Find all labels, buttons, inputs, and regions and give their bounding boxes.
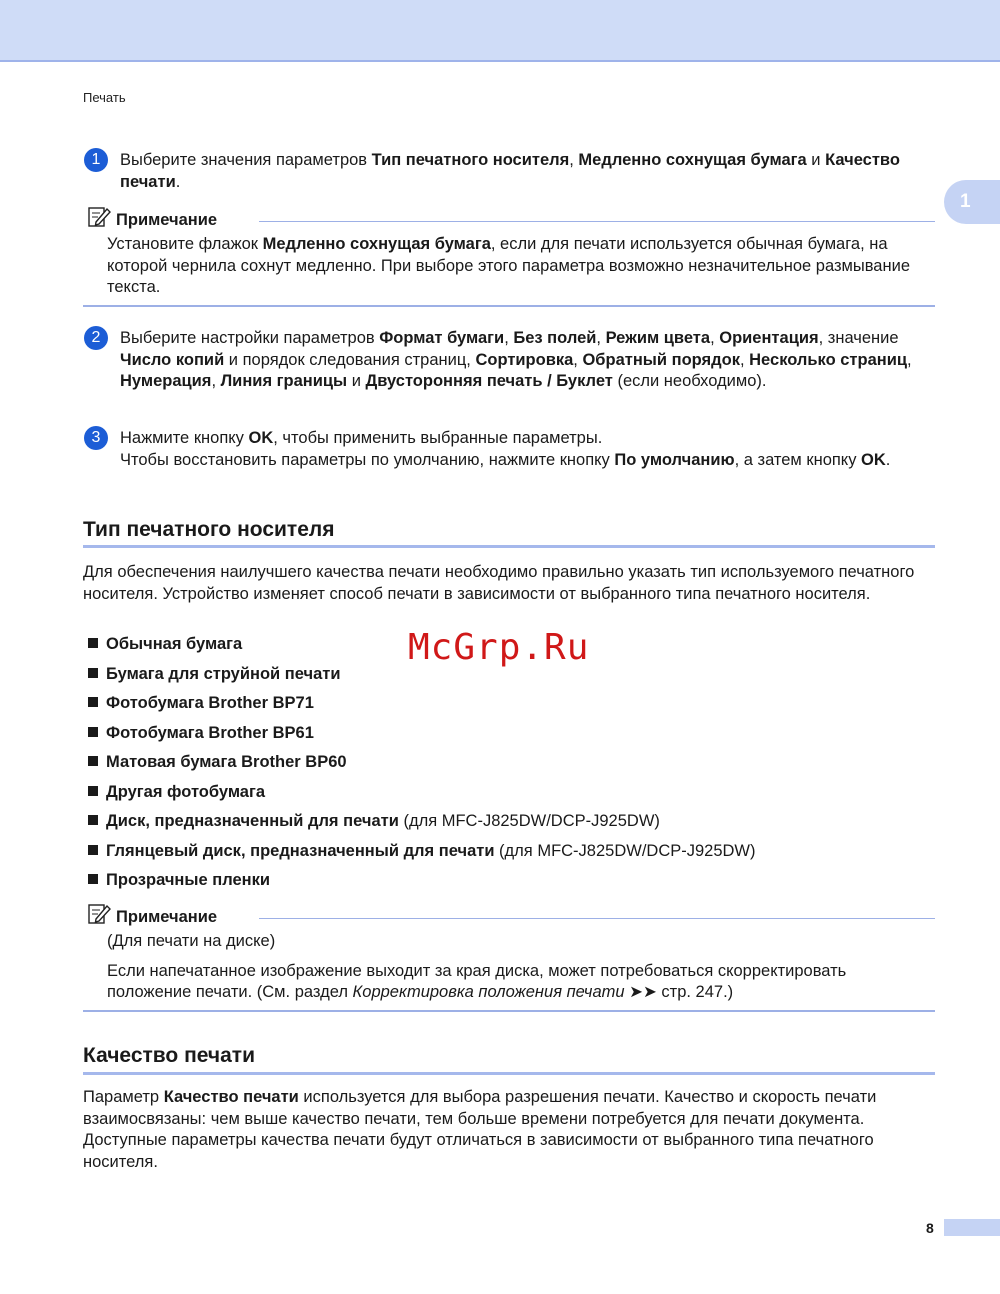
step-text: Выберите значения параметров Тип печатного носителя, Медленно сохнущая бумага и Качество печати.	[120, 151, 900, 191]
bullet-square-icon	[88, 756, 98, 766]
section-title-print-quality: Качество печати	[83, 1044, 255, 1067]
header-band	[0, 0, 1000, 62]
list-item: Другая фотобумага	[88, 781, 756, 811]
list-item: Прозрачные пленки	[88, 869, 756, 899]
step-1	[84, 150, 934, 193]
bullet-square-icon	[88, 638, 98, 648]
chapter-number: 1	[960, 191, 971, 212]
step-number: 3	[84, 426, 108, 450]
step-text: Нажмите кнопку OK, чтобы применить выбранные параметры. Чтобы восстановить параметры по умолчанию, нажмите кнопку По умолчанию, а затем кнопку OK.	[120, 429, 891, 469]
step-2	[84, 328, 934, 393]
step-number: 2	[84, 326, 108, 350]
step-3	[84, 428, 934, 471]
list-item: Фотобумага Brother BP61	[88, 722, 756, 752]
list-item: Матовая бумага Brother BP60	[88, 751, 756, 781]
bullet-square-icon	[88, 668, 98, 678]
list-item: Обычная бумага	[88, 633, 756, 663]
note-box	[83, 208, 935, 307]
cross-reference-link[interactable]: Корректировка положения печати	[352, 983, 625, 1001]
running-header: Печать	[83, 90, 126, 105]
pencil-note-icon	[87, 205, 111, 229]
pencil-note-icon	[87, 902, 111, 926]
section-title-media-type: Тип печатного носителя	[83, 518, 335, 541]
bullet-square-icon	[88, 786, 98, 796]
bullet-square-icon	[88, 845, 98, 855]
list-item: Глянцевый диск, предназначенный для печати (для MFC-J825DW/DCP-J925DW)	[88, 840, 756, 870]
note-bottom-rule	[83, 1010, 935, 1012]
note-text: Установите флажок Медленно сохнущая бумага, если для печати используется обычная бумага, на которой чернила сохнут медленно. При выборе этого параметра возможно незначительное размывание текста.	[107, 235, 910, 296]
list-item: Фотобумага Brother BP71	[88, 692, 756, 722]
section-intro: Для обеспечения наилучшего качества печати необходимо правильно указать тип используемого печатного носителя. Устройство изменяет способ печати в зависимости от выбранного типа печатного носителя.	[83, 563, 915, 603]
bullet-square-icon	[88, 727, 98, 737]
page-number: 8	[926, 1220, 934, 1236]
note-text: (Для печати на диске) Если напечатанное изображение выходит за края диска, может потребоваться скорректировать положение печати. (См. раздел Корректировка положения печати ➤➤ стр. 247.)	[107, 932, 847, 1001]
double-arrow-icon: ➤➤	[624, 983, 662, 1001]
watermark: McGrp.Ru	[408, 627, 590, 668]
media-type-list	[88, 633, 756, 899]
bullet-square-icon	[88, 874, 98, 884]
section-text: Параметр Качество печати используется для выбора разрешения печати. Качество и скорость печати взаимосвязаны: чем выше качество печати, тем больше времени потребуется для печати документа. Доступные параметры качества печати будут отличаться в зависимости от выбранного типа печатного носителя.	[83, 1088, 877, 1171]
bullet-square-icon	[88, 697, 98, 707]
note-title: Примечание	[116, 908, 218, 926]
chapter-tab	[944, 180, 1000, 224]
page-number-bar	[944, 1219, 1000, 1236]
section-rule	[83, 1072, 935, 1075]
section-rule	[83, 545, 935, 548]
step-text: Выберите настройки параметров Формат бумаги, Без полей, Режим цвета, Ориентация, значение Число копий и порядок следования страниц, Сортировка, Обратный порядок, Несколько страниц, Нумерация, Линия границы и Двусторонняя печать / Буклет (если необходимо).	[120, 329, 912, 390]
note-rule	[259, 918, 935, 919]
note-box	[83, 905, 935, 1012]
note-title: Примечание	[116, 211, 218, 229]
step-number: 1	[84, 148, 108, 172]
note-bottom-rule	[83, 305, 935, 307]
bullet-square-icon	[88, 815, 98, 825]
list-item: Диск, предназначенный для печати (для MFC-J825DW/DCP-J925DW)	[88, 810, 756, 840]
list-item: Бумага для струйной печати	[88, 663, 756, 693]
note-rule	[259, 221, 935, 222]
